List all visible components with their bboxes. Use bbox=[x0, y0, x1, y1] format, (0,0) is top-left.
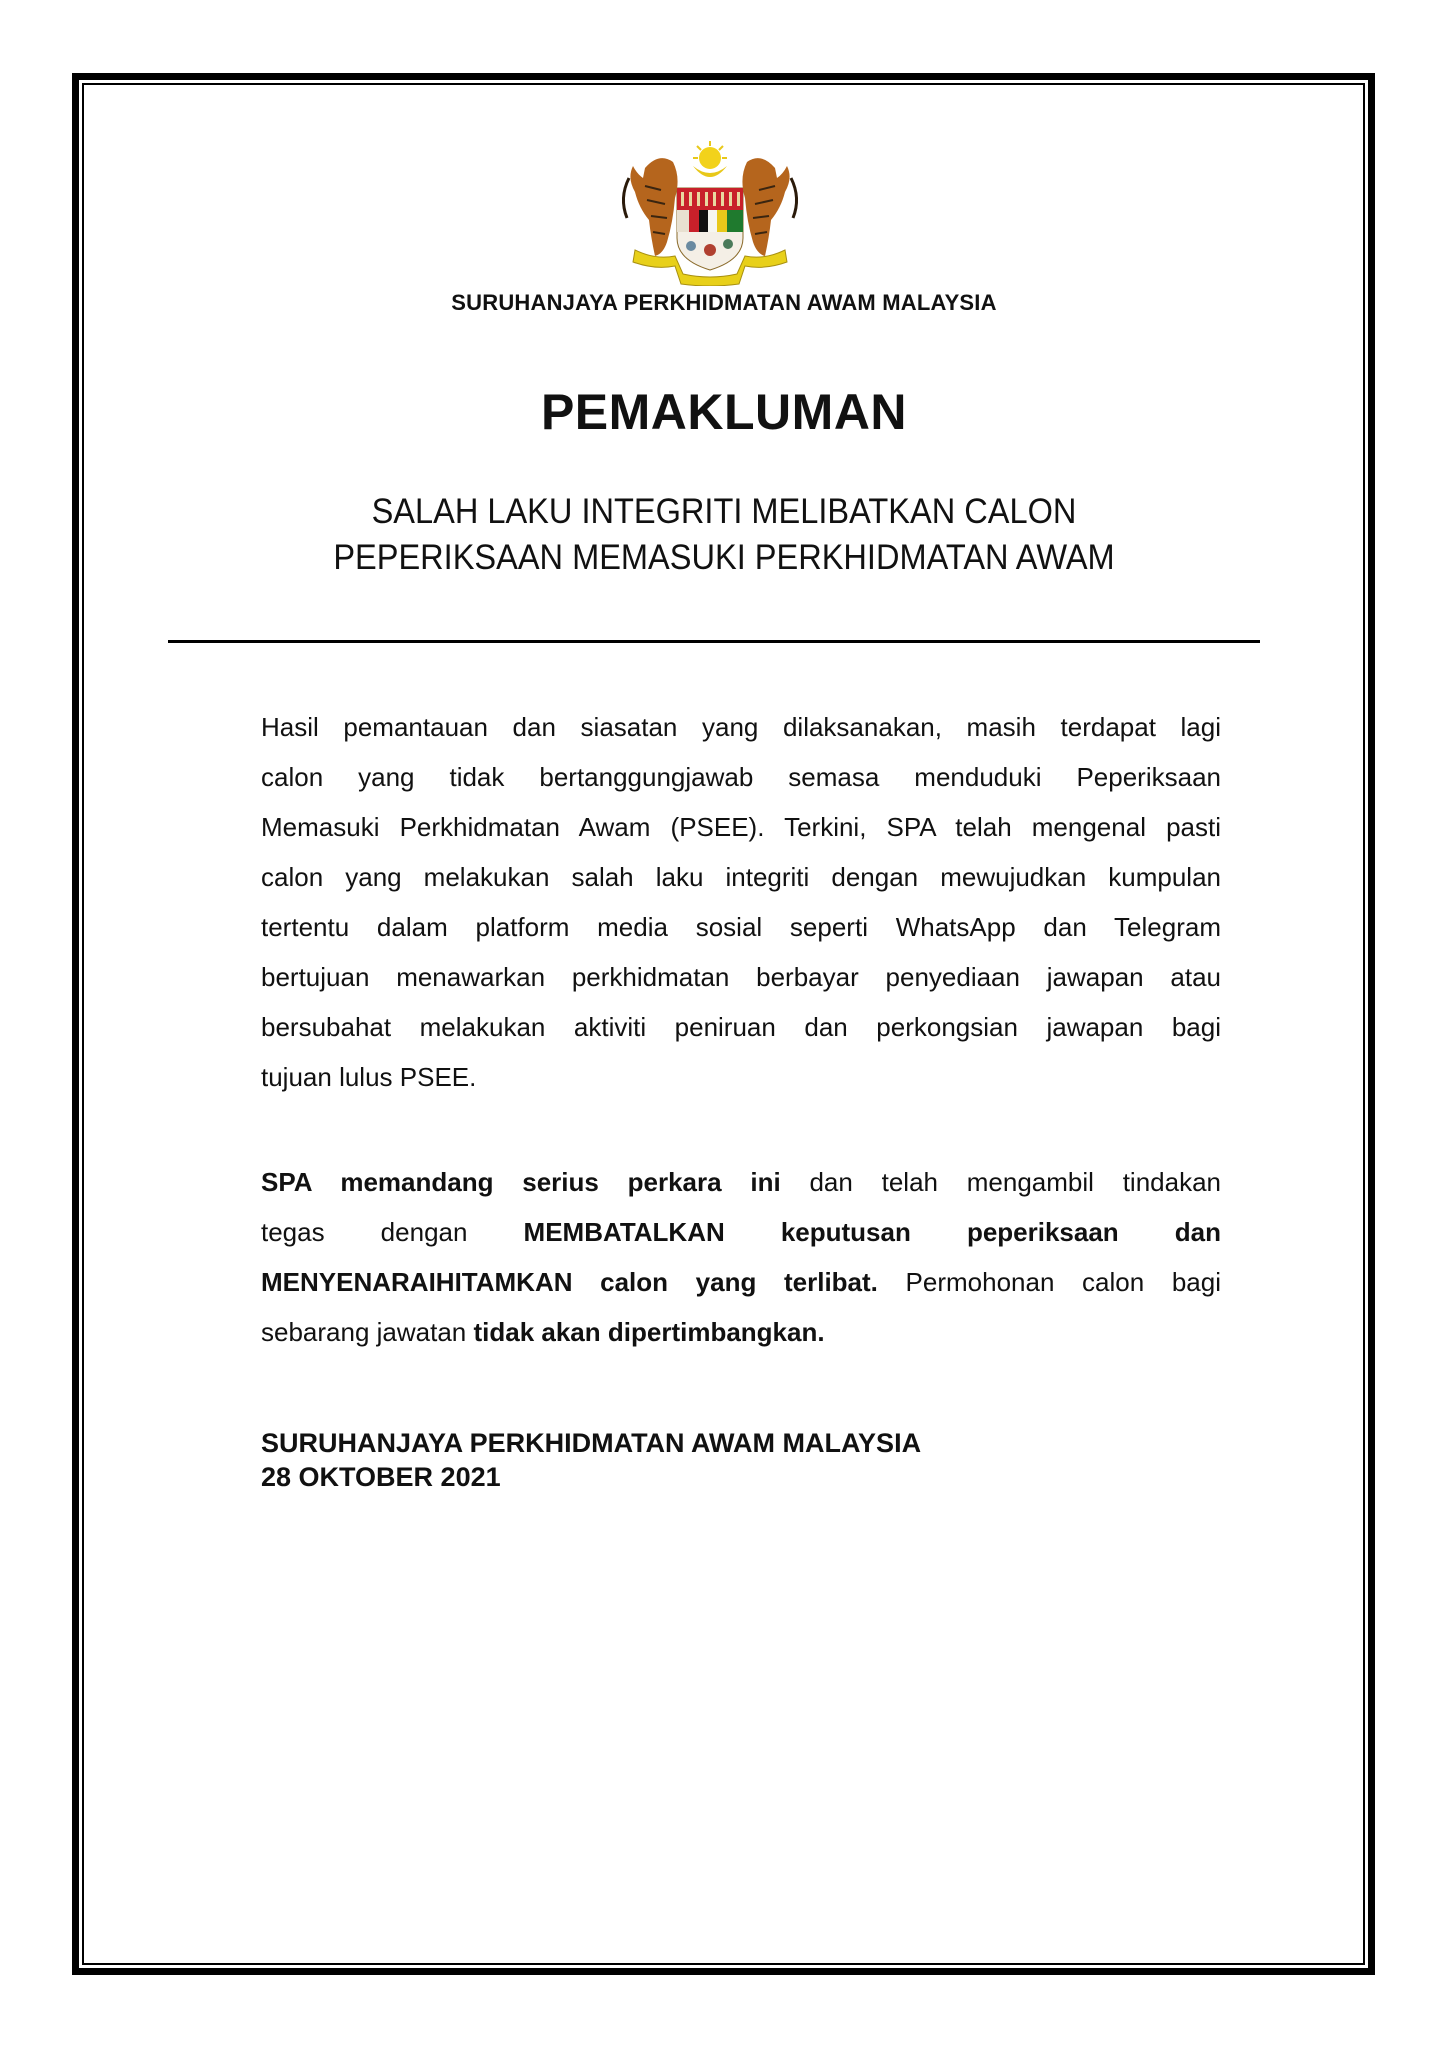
document-title: PEMAKLUMAN bbox=[540, 384, 908, 440]
subtitle-line-2: PEPERIKSAAN MEMASUKI PERKHIDMATAN AWAM bbox=[333, 538, 1115, 577]
paragraph-1 bbox=[261, 702, 1221, 1102]
org-header: SURUHANJAYA PERKHIDMATAN AWAM MALAYSIA bbox=[451, 290, 997, 315]
paragraph-line: tujuan lulus PSEE. bbox=[261, 1062, 477, 1092]
normal-text: sebarang jawatan bbox=[261, 1317, 474, 1347]
bold-text: SPA memandang serius perkara ini bbox=[261, 1167, 781, 1197]
bold-text: MENYENARAIHITAMKAN calon yang terlibat. bbox=[261, 1267, 878, 1297]
signature-date: 28 OKTOBER 2021 bbox=[261, 1462, 501, 1492]
signature-org: SURUHANJAYA PERKHIDMATAN AWAM MALAYSIA bbox=[261, 1428, 922, 1458]
paragraph-line bbox=[261, 1257, 1221, 1307]
paragraph-2 bbox=[261, 1157, 1221, 1357]
paragraph-line: bertujuan menawarkan perkhidmatan berbayar penyediaan jawapan atau bbox=[261, 962, 1221, 992]
bold-text: tidak akan dipertimbangkan. bbox=[473, 1317, 825, 1347]
subtitle-line-1: SALAH LAKU INTEGRITI MELIBATKAN CALON bbox=[371, 492, 1077, 531]
paragraph-line: bersubahat melakukan aktiviti peniruan dan perkongsian jawapan bagi bbox=[261, 1012, 1221, 1042]
paragraph-line: Memasuki Perkhidmatan Awam (PSEE). Terkini, SPA telah mengenal pasti bbox=[261, 812, 1221, 842]
normal-text: tegas dengan bbox=[261, 1217, 524, 1247]
divider-rule bbox=[168, 640, 1260, 643]
paragraph-line: calon yang tidak bertanggungjawab semasa menduduki Peperiksaan bbox=[261, 762, 1221, 792]
paragraph-line bbox=[261, 1157, 1221, 1207]
paragraph-line: Hasil pemantauan dan siasatan yang dilaksanakan, masih terdapat lagi bbox=[261, 712, 1221, 742]
malaysia-coat-of-arms-icon bbox=[615, 138, 805, 286]
normal-text: Permohonan calon bagi bbox=[877, 1267, 1221, 1297]
bold-text: MEMBATALKAN keputusan peperiksaan dan bbox=[523, 1217, 1221, 1247]
paragraph-line: tertentu dalam platform media sosial seperti WhatsApp dan Telegram bbox=[261, 912, 1221, 942]
normal-text: dan telah mengambil tindakan bbox=[780, 1167, 1221, 1197]
paragraph-line bbox=[261, 1207, 1221, 1257]
paragraph-line: calon yang melakukan salah laku integriti dengan mewujudkan kumpulan bbox=[261, 862, 1221, 892]
paragraph-line bbox=[261, 1307, 1221, 1357]
